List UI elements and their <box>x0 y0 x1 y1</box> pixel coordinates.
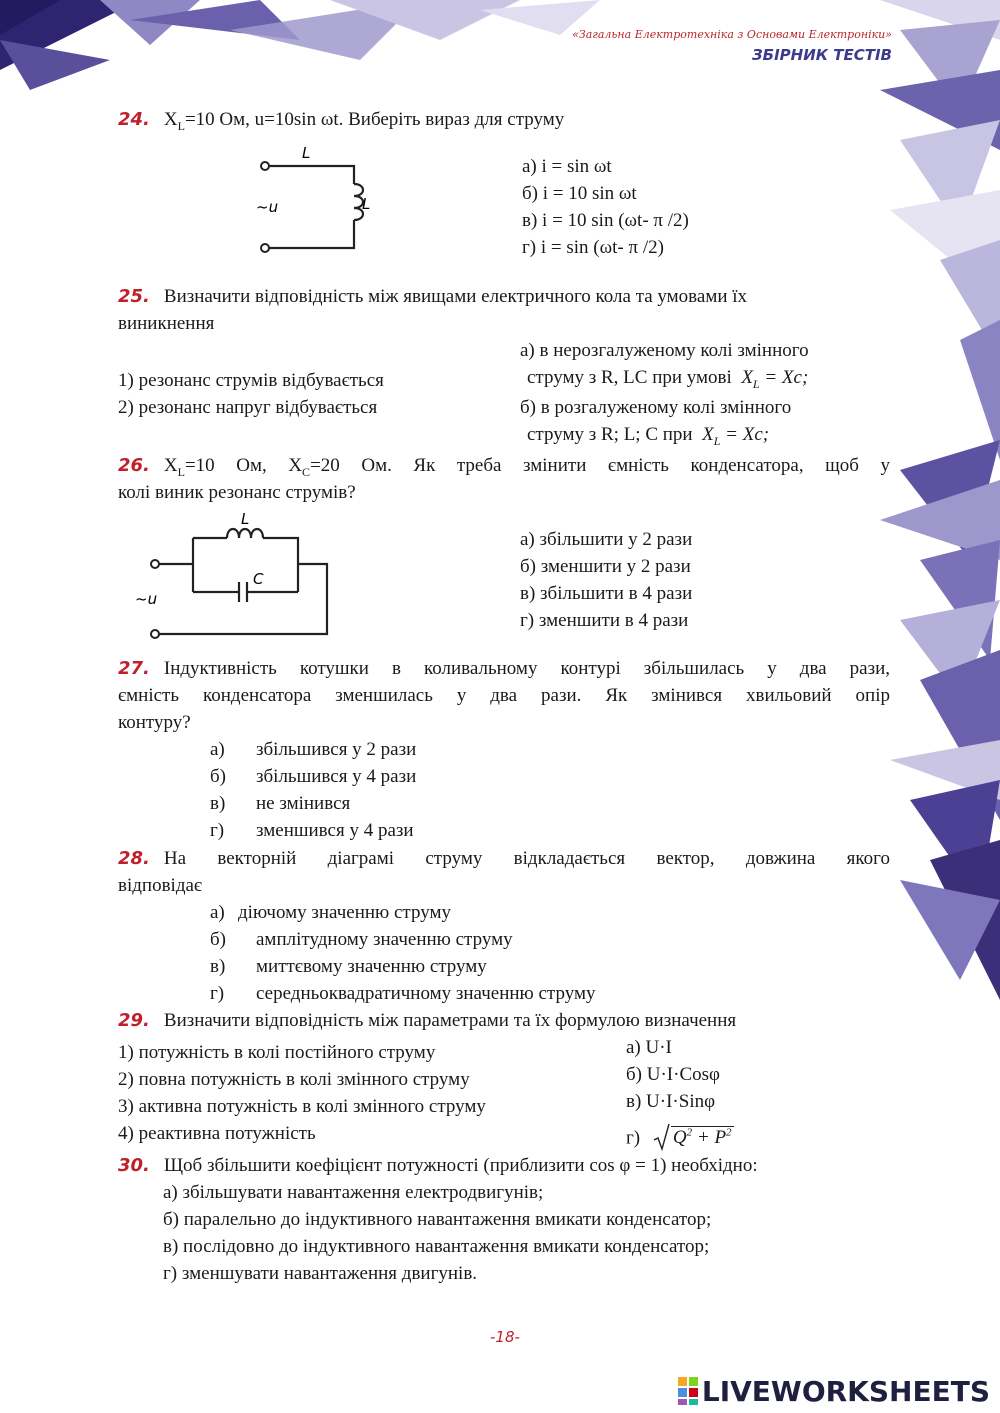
matching-option: б) в розгалуженому колі змінного <box>520 397 792 418</box>
label-source: ~u <box>135 590 158 608</box>
formula-xl-xc: $X_L = Xc$; <box>741 367 809 391</box>
label-c: C <box>253 570 264 588</box>
question-number: 25. <box>118 286 150 307</box>
answer-option[interactable]: г) зменшився у 4 рази <box>210 820 414 841</box>
liveworksheets-logo[interactable]: LIVEWORKSHEETS <box>678 1375 990 1408</box>
question-number: 28. <box>118 848 150 869</box>
label-source: ~u <box>256 198 279 216</box>
answer-option[interactable]: б) збільшився у 4 рази <box>210 766 417 787</box>
page-number: -18- <box>490 1328 520 1346</box>
label-l-coil: L <box>362 195 371 213</box>
matching-item: 2) резонанс напруг відбувається <box>118 397 378 418</box>
answer-option[interactable]: а) діючому значенню струму <box>210 902 451 923</box>
matching-item: 3) активна потужність в колі змінного струму <box>118 1096 486 1117</box>
answer-option[interactable]: в) i = 10 sin (ωt- π /2) <box>522 210 689 231</box>
answer-option[interactable]: г) зменшити в 4 рази <box>520 610 689 631</box>
answer-option[interactable]: г) середньоквадратичному значенню струму <box>210 983 596 1004</box>
matching-item: 1) резонанс струмів відбувається <box>118 370 384 391</box>
formula-xl-xc: $X_L = Xc$; <box>702 424 770 448</box>
circuit-diagram-lc-parallel <box>135 512 345 647</box>
sqrt-sign-icon <box>653 1123 671 1151</box>
label-l-top: L <box>302 144 311 162</box>
matching-option: струму з R; L; C при $X_L = Xc$; <box>527 424 770 448</box>
matching-item: 1) потужність в колі постійного струму <box>118 1042 436 1063</box>
question-number: 24. <box>118 109 150 130</box>
question-text: відповідає <box>118 875 203 896</box>
matching-option: г) $Q^2 + P^2$ <box>626 1120 734 1151</box>
answer-option[interactable]: б) зменшити у 2 рази <box>520 556 691 577</box>
question-number: 26. <box>118 455 150 476</box>
question-30: 30. Щоб збільшити коефіцієнт потужності (приблизити cos φ = 1) необхідно: <box>118 1155 758 1176</box>
answer-option[interactable]: б) амплітудному значенню струму <box>210 929 513 950</box>
matching-item: 2) повна потужність в колі змінного струму <box>118 1069 470 1090</box>
book-title: «Загальна Електротехніка з Основами Електроніки» <box>572 28 892 41</box>
circuit-diagram-inductor <box>250 140 380 260</box>
answer-option[interactable]: в) миттєвому значенню струму <box>210 956 487 977</box>
answer-option[interactable]: а) збільшити у 2 рази <box>520 529 693 550</box>
matching-option: а) в нерозгалуженому колі змінного <box>520 340 809 361</box>
matching-option: в) U·I·Sinφ <box>626 1091 716 1112</box>
question-26: 26. $X_L=10$ Ом, $X_C=20$ Ом. Як треба змінити ємність конденсатора, щоб у <box>118 455 890 479</box>
answer-option[interactable]: г) зменшувати навантаження двигунів. <box>163 1263 478 1284</box>
logo-blocks-icon <box>678 1377 698 1405</box>
matching-item: 4) реактивна потужність <box>118 1123 316 1144</box>
question-29: 29. Визначити відповідність між параметрами та їх формулою визначення <box>118 1010 737 1031</box>
answer-option[interactable]: б) паралельно до індуктивного навантаження вмикати конденсатор; <box>163 1209 712 1230</box>
question-text: контуру? <box>118 712 191 733</box>
question-28: 28. На векторній діаграмі струму відкладається вектор, довжина якого <box>118 848 890 869</box>
question-text: колі виник резонанс струмів? <box>118 482 356 503</box>
matching-option: б) U·I·Cosφ <box>626 1064 720 1085</box>
matching-option: струму з R, LC при умові $X_L = Xc$; <box>527 367 809 391</box>
label-l: L <box>241 512 250 528</box>
answer-option[interactable]: б) i = 10 sin ωt <box>522 183 637 204</box>
question-25: 25. Визначити відповідність між явищами електричного кола та умовами їх <box>118 286 748 307</box>
matching-option: а) U·I <box>626 1037 672 1058</box>
question-number: 29. <box>118 1010 150 1031</box>
sqrt-formula: $Q^2 + P^2$ <box>653 1120 734 1151</box>
answer-option[interactable]: г) i = sin (ωt- π /2) <box>522 237 664 258</box>
question-text: ємність конденсатора зменшилась у два рази. Як змінився хвильовий опір <box>118 685 890 706</box>
question-27: 27. Індуктивність котушки в коливальному контурі збільшилась у два рази, <box>118 658 890 679</box>
question-text: виникнення <box>118 313 215 334</box>
question-number: 30. <box>118 1155 150 1176</box>
answer-option[interactable]: а) збільшився у 2 рази <box>210 739 417 760</box>
answer-option[interactable]: а) збільшувати навантаження електродвигунів; <box>163 1182 544 1203</box>
question-number: 27. <box>118 658 150 679</box>
answer-option[interactable]: в) не змінився <box>210 793 351 814</box>
answer-option[interactable]: а) i = sin ωt <box>522 156 612 177</box>
question-24: 24. $X_L=10$ Ом, u=10sin ωt. Виберіть вираз для струму <box>118 109 565 133</box>
section-title: ЗБІРНИК ТЕСТІВ <box>752 46 892 64</box>
answer-option[interactable]: в) збільшити в 4 рази <box>520 583 693 604</box>
answer-option[interactable]: в) послідовно до індуктивного навантаження вмикати конденсатор; <box>163 1236 710 1257</box>
